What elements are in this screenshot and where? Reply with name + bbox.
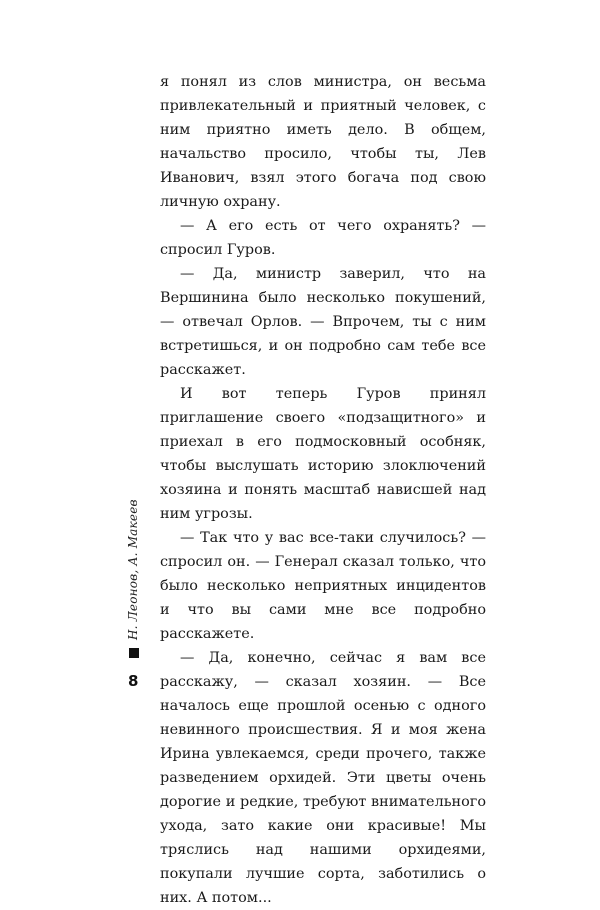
paragraph-4: И вот теперь Гуров принял приглашение своего «подзащитного» и приехал в его подмосковный особняк, чтобы выслушать историю злоключений хозяина и понять масштаб нависшей над ним угрозы. bbox=[160, 386, 486, 522]
square-marker-icon bbox=[129, 648, 139, 658]
paragraph-6: — Да, конечно, сейчас я вам все расскажу, — сказал хозяин. — Все началось еще прошлой осенью с одного невинного происшествия. Я и моя жена Ирина увлекаемся, среди прочего, также разведением орхидей. Эти цветы очень дорогие и редкие, требуют внимательного ухода, зато какие они красивые! Мы тряслись над нашими орхидеями, покупали лучшие сорта, заботились о них. А потом... bbox=[160, 650, 486, 906]
running-head-authors: Н. Леонов, А. Макеев bbox=[126, 499, 140, 640]
paragraph-2: — А его есть от чего охранять? — спросил Гуров. bbox=[160, 218, 486, 258]
paragraph-5: — Так что у вас все-таки случилось? — спросил он. — Генерал сказал только, что было несколько неприятных инцидентов и что вы сами мне все подробно расскажете. bbox=[160, 530, 486, 642]
page-number: 8 bbox=[128, 672, 139, 690]
paragraph-1: я понял из слов министра, он весьма привлекательный и приятный человек, с ним приятно иметь дело. В общем, начальство просило, чтобы ты, Лев Иванович, взял этого богача под свою личную охрану. bbox=[160, 74, 486, 210]
paragraph-3: — Да, министр заверил, что на Вершинина было несколько покушений, — отвечал Орлов. — Впрочем, ты с ним встретишься, и он подробно сам тебе все расскажет. bbox=[160, 266, 486, 378]
body-text bbox=[160, 70, 486, 910]
